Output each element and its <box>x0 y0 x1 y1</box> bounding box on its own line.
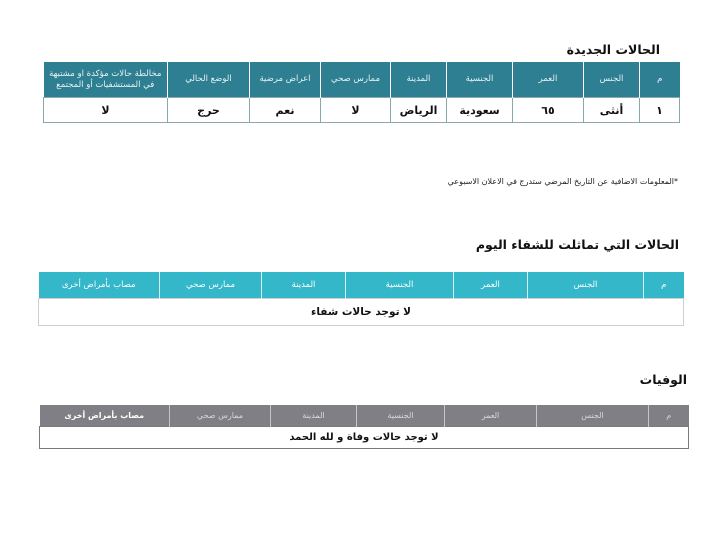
column-header-city: المدينة <box>262 272 346 299</box>
column-header-age: العمر <box>513 62 584 98</box>
column-header-nationality: الجنسية <box>447 62 513 98</box>
column-header-contact: مخالطة حالات مؤكدة او مشتبهة في المستشفيات أو المجتمع <box>44 62 168 98</box>
table-row <box>44 98 680 123</box>
column-header-index: م <box>649 405 689 427</box>
additional-info-note: *المعلومات الاضافية عن التاريخ المرضي ستدرج في الاعلان الاسبوعي <box>447 177 678 186</box>
cell-index: ١ <box>640 98 680 123</box>
cell-contact: لا <box>44 98 168 123</box>
new-cases-title: الحالات الجديدة <box>566 42 660 57</box>
cell-symptoms: نعم <box>250 98 321 123</box>
column-header-status: الوضع الحالي <box>168 62 250 98</box>
deaths-table <box>39 405 689 449</box>
column-header-age: العمر <box>454 272 528 299</box>
column-header-gender: الجنس <box>537 405 649 427</box>
empty-message: لا توجد حالات وفاة و لله الحمد <box>40 427 689 449</box>
cell-nationality: سعودية <box>447 98 513 123</box>
column-header-nationality: الجنسية <box>346 272 454 299</box>
table-row <box>39 299 684 326</box>
column-header-other-diseases: مصاب بأمراض أخرى <box>40 405 170 427</box>
column-header-other-diseases: مصاب بأمراض أخرى <box>39 272 160 299</box>
column-header-nationality: الجنسية <box>357 405 445 427</box>
table-row <box>40 427 689 449</box>
table-header-row <box>39 272 684 299</box>
recovered-title: الحالات التي تماثلت للشفاء اليوم <box>475 237 679 252</box>
table-header-row <box>40 405 689 427</box>
column-header-health-worker: ممارس صحي <box>160 272 262 299</box>
cell-status: حرج <box>168 98 250 123</box>
cell-age: ٦٥ <box>513 98 584 123</box>
column-header-index: م <box>640 62 680 98</box>
empty-message: لا توجد حالات شفاء <box>39 299 684 326</box>
column-header-health-worker: ممارس صحي <box>170 405 271 427</box>
table-header-row <box>44 62 680 98</box>
column-header-index: م <box>644 272 684 299</box>
column-header-city: المدينة <box>391 62 447 98</box>
recovered-table <box>38 272 684 326</box>
column-header-age: العمر <box>445 405 537 427</box>
deaths-title: الوفيات <box>639 372 687 387</box>
column-header-gender: الجنس <box>584 62 640 98</box>
column-header-health-worker: ممارس صحي <box>321 62 391 98</box>
cell-city: الرياض <box>391 98 447 123</box>
column-header-symptoms: اعراض مرضية <box>250 62 321 98</box>
new-cases-table <box>43 62 680 123</box>
cell-gender: أنثى <box>584 98 640 123</box>
column-header-gender: الجنس <box>528 272 644 299</box>
column-header-city: المدينة <box>271 405 357 427</box>
cell-health-worker: لا <box>321 98 391 123</box>
